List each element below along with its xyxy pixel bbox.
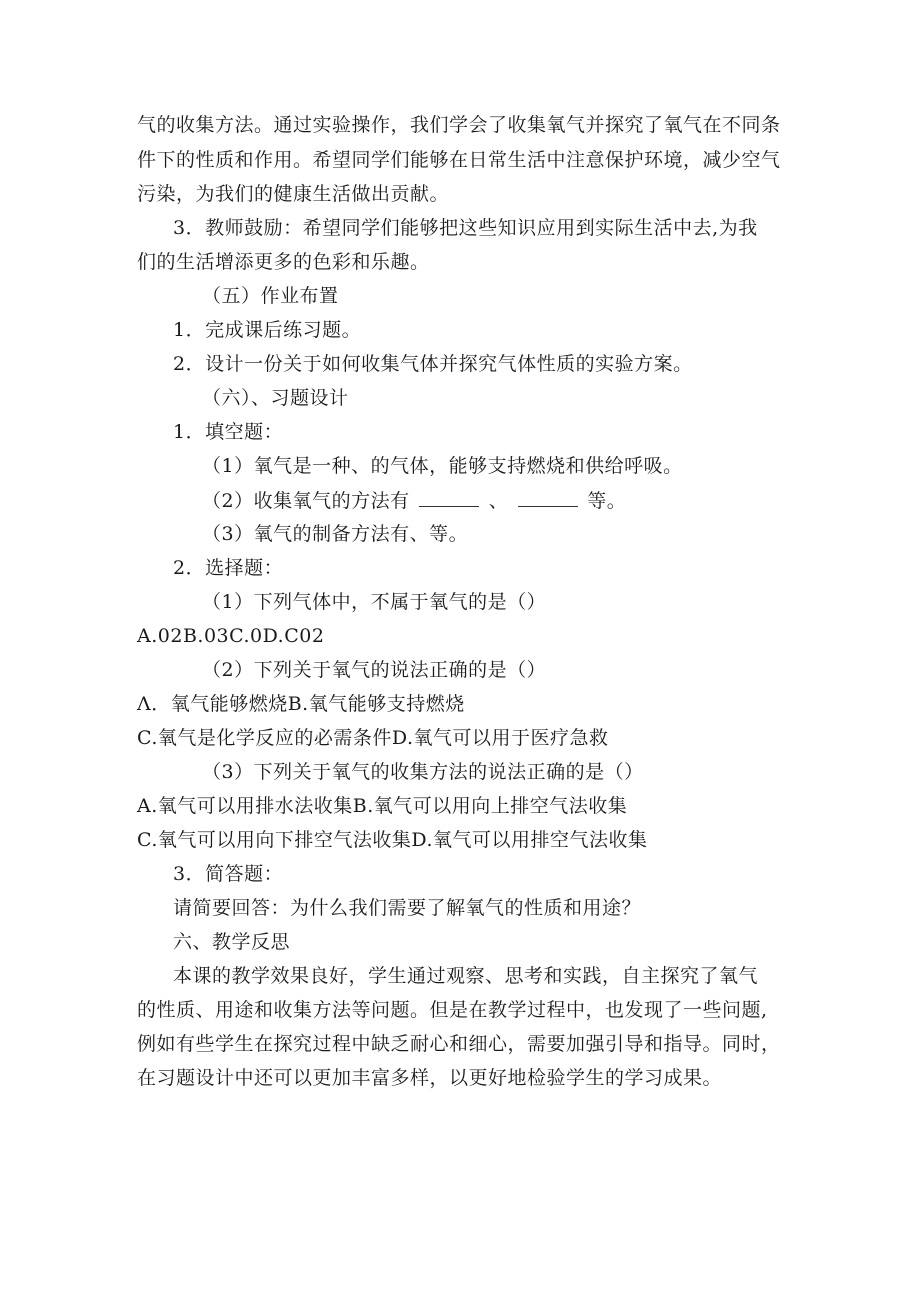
homework-item-2: 2．设计一份关于如何收集气体并探究气体性质的实验方案。	[173, 353, 693, 375]
fill-blank-q2-sep: 、	[488, 490, 509, 512]
fill-blank-title: 1．填空题：	[173, 421, 284, 443]
choice-q2-options-1: Λ．氧气能够燃烧B.氧气能够支持燃烧	[137, 693, 465, 715]
exercise-heading: （六）、习题设计	[202, 387, 349, 409]
short-answer-question: 请简要回答：为什么我们需要了解氧气的性质和用途？	[173, 897, 642, 919]
summary-line-3: 污染，为我们的健康生活做出贡献。	[137, 183, 450, 205]
teacher-encourage-line-1: 3．教师鼓励：希望同学们能够把这些知识应用到实际生活中去,为我	[173, 217, 758, 239]
choice-q1-options: A.02B.03C.0D.C02	[137, 625, 325, 647]
blank-line	[419, 488, 479, 507]
choice-q3: （3）下列关于氧气的收集方法的说法正确的是（）	[202, 761, 644, 783]
reflection-line-2: 的性质、用途和收集方法等问题。但是在教学过程中，也发现了一些问题,	[137, 999, 768, 1021]
choice-q3-options-2: C.氧气可以用向下排空气法收集D.氧气可以用排空气法收集	[137, 829, 648, 851]
fill-blank-q1: （1）氧气是一种、的气体，能够支持燃烧和供给呼吸。	[202, 455, 683, 477]
fill-blank-q2-text: （2）收集氧气的方法有	[202, 490, 410, 512]
fill-blank-q2	[202, 488, 626, 513]
reflection-line-4: 在习题设计中还可以更加丰富多样，以更好地检验学生的学习成果。	[137, 1067, 723, 1089]
choice-q3-options-1: A.氧气可以用排水法收集B.氧气可以用向上排空气法收集	[137, 795, 628, 817]
choice-title: 2．选择题：	[173, 557, 284, 579]
teacher-encourage-line-2: 们的生活增添更多的色彩和乐趣。	[137, 251, 430, 273]
reflection-line-3: 例如有些学生在探究过程中缺乏耐心和细心，需要加强引导和指导。同时，	[137, 1033, 781, 1055]
fill-blank-q3: （3）氧气的制备方法有、等。	[202, 523, 469, 545]
reflection-line-1: 本课的教学效果良好，学生通过观察、思考和实践，自主探究了氧气	[173, 965, 759, 987]
fill-blank-q2-end: 等。	[587, 490, 627, 512]
reflection-heading: 六、教学反思	[173, 931, 291, 953]
homework-item-1: 1．完成课后练习题。	[173, 319, 362, 341]
summary-line-1: 气的收集方法。通过实验操作，我们学会了收集氧气并探究了氧气在不同条	[137, 114, 781, 136]
homework-heading: （五）作业布置	[202, 285, 339, 307]
short-answer-title: 3．简答题：	[173, 863, 284, 885]
choice-q2: （2）下列关于氧气的说法正确的是（）	[202, 659, 547, 681]
summary-line-2: 件下的性质和作用。希望同学们能够在日常生活中注意保护环境，减少空气	[137, 149, 781, 171]
blank-line	[518, 488, 578, 507]
choice-q1: （1）下列气体中，不属于氧气的是（）	[202, 591, 547, 613]
choice-q2-options-2: C.氧气是化学反应的必需条件D.氧气可以用于医疗急救	[137, 727, 609, 749]
